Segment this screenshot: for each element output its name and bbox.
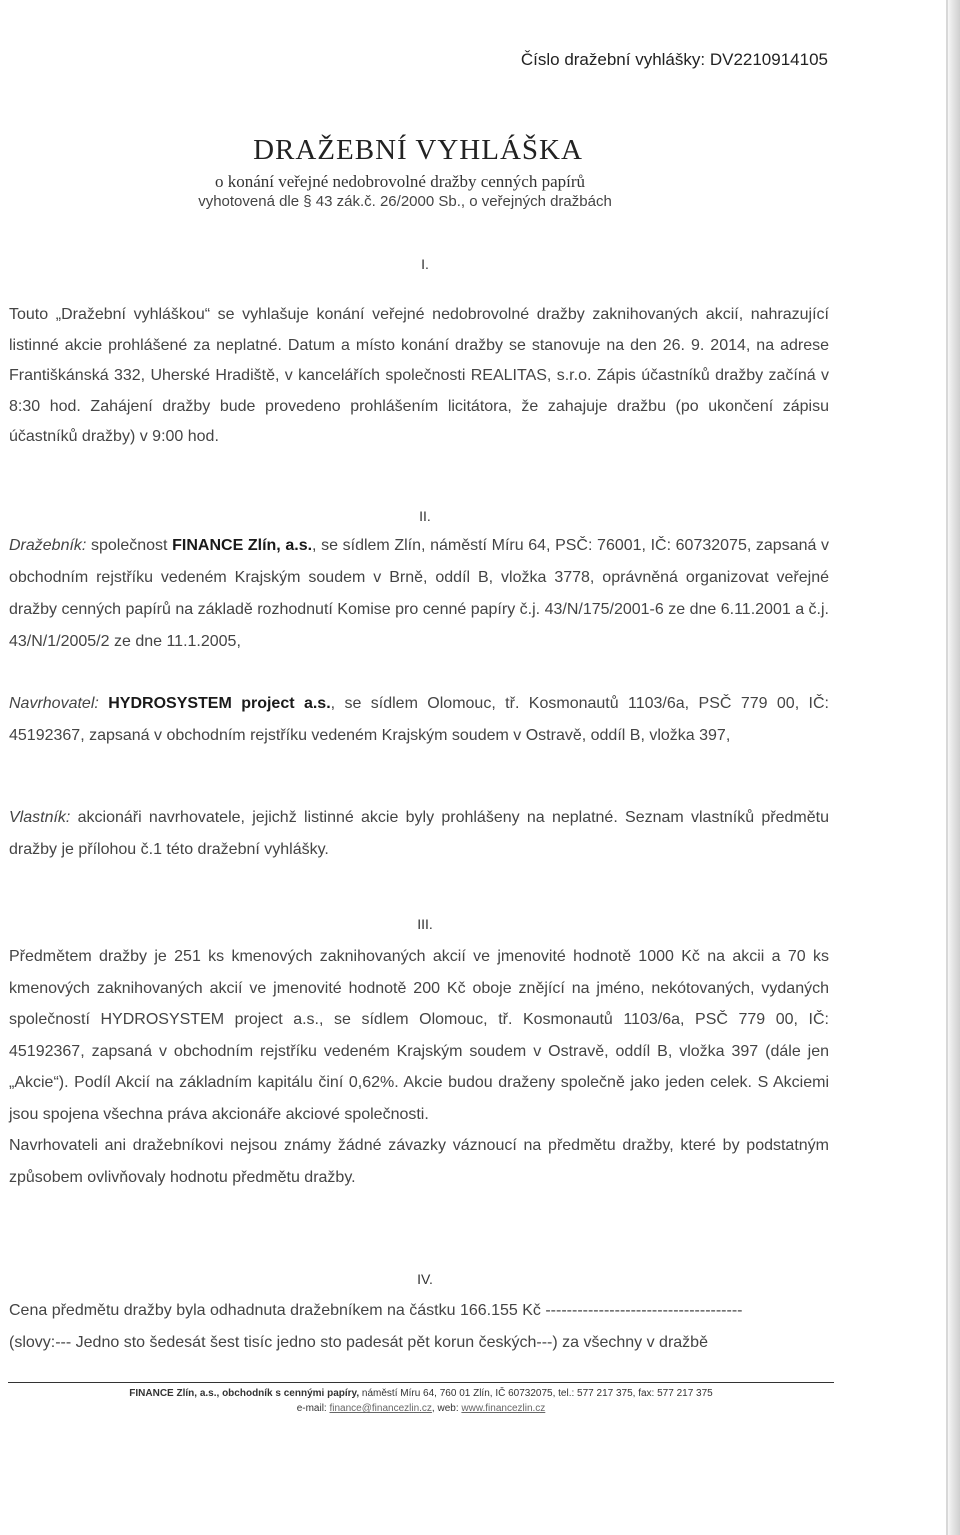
cena-slovy-line: (slovy:--- Jedno sto šedesát šest tisíc jedno sto padesát pět korun českých---) za všechny v dražbě <box>9 1333 708 1351</box>
section-4-paragraph <box>9 1295 829 1358</box>
footer-email-link[interactable]: finance@financezlin.cz <box>329 1403 432 1414</box>
vlastnik-label: Vlastník: <box>9 809 71 826</box>
drazebnik-name: FINANCE Zlín, a.s. <box>172 537 313 554</box>
legal-basis-line: vyhotovená dle § 43 zák.č. 26/2000 Sb., o veřejných dražbách <box>198 193 612 210</box>
footer-web-label: , web: <box>431 1403 459 1414</box>
navrhovatel-paragraph <box>9 688 829 752</box>
navrhovatel-text: , se sídlem Olomouc, tř. Kosmonautů 1103/6a, PSČ 779 00, IČ: 45192367, zapsaná v obchodním rejstříku vedeném Krajským soudem v Ostravě, oddíl B, vložka 397, <box>9 695 829 744</box>
navrhovatel-label: Navrhovatel: <box>9 695 99 712</box>
drazebnik-paragraph <box>9 530 829 658</box>
navrhovatel-name: HYDROSYSTEM project a.s. <box>108 695 331 712</box>
drazebnik-text: , se sídlem Zlín, náměstí Míru 64, PSČ: 76001, IČ: 60732075, zapsaná v obchodním rejstříku vedeném Krajským soudem v Brně, oddíl B, vložka 3778, oprávněná organizovat veřejné dražby cenných papírů na základě rozhodnutí Komise pro cenné papíry č.j. 43/N/175/2001-6 ze dne 6.11.2001 a č.j. 43/N/1/2005/2 ze dne 11.1.2005, <box>9 537 830 650</box>
section-number-4: IV. <box>417 1271 433 1287</box>
cena-line: Cena předmětu dražby byla odhadnuta dražebníkem na částku 166.155 Kč ------------------------------------- <box>9 1302 743 1319</box>
drazebnik-pre: společnost <box>91 537 168 554</box>
footer-divider <box>8 1382 834 1383</box>
footer-line-2 <box>8 1401 834 1416</box>
vlastnik-text: akcionáři navrhovatele, jejichž listinné akcie byly prohlášeny na neplatné. Seznam vlastníků předmětu dražby je přílohou č.1 této dražební vyhlášky. <box>9 809 829 858</box>
footer-web-link[interactable]: www.financezlin.cz <box>461 1403 546 1414</box>
page-edge-shadow <box>946 0 960 1535</box>
drazebnik-label: Dražebník: <box>9 537 87 554</box>
section-3-text-2: Navrhovateli ani dražebníkovi nejsou známy žádné závazky váznoucí na předmětu dražby, které by podstatným způsobem ovlivňovaly hodnotu předmětu dražby. <box>9 1137 829 1186</box>
document-title: DRAŽEBNÍ VYHLÁŠKA <box>253 134 583 166</box>
footer-email-label: e-mail: <box>296 1403 327 1414</box>
section-number-2: II. <box>419 508 431 524</box>
footer-address: náměstí Míru 64, 760 01 Zlín, IČ 60732075, tel.: 577 217 375, fax: 577 217 375 <box>361 1388 713 1399</box>
document-subtitle: o konání veřejné nedobrovolné dražby cenných papírů <box>214 172 586 191</box>
footer-company: FINANCE Zlín, a.s., obchodník s cennými papíry, <box>129 1388 360 1399</box>
section-3-text-1: Předmětem dražby je 251 ks kmenových zaknihovaných akcií ve jmenovité hodnotě 1000 Kč na akcii a 70 ks kmenových zaknihovaných akcií ve jmenovité hodnotě 200 Kč oboje znějící na jméno, nekótovaných, vydaných společností HYDROSYSTEM project a.s., se sídlem Olomouc, tř. Kosmonautů 1103/6a, PSČ 779 00, IČ: 45192367, zapsaná v obchodním rejstříku vedeném Krajským soudem v Ostravě, oddíl B, vložka 397 (dále jen „Akcie“). Podíl Akcií na základním kapitálu činí 0,62%. Akcie budou draženy společně jako jeden celek. S Akciemi jsou spojena všechna práva akcionáře akciové společnosti. <box>9 948 829 1123</box>
vlastnik-paragraph <box>9 802 829 866</box>
footer <box>8 1386 834 1416</box>
page-edge-line <box>946 0 948 1535</box>
section-1-paragraph <box>9 300 829 453</box>
section-number-3: III. <box>417 916 433 932</box>
document-number: Číslo dražební vyhlášky: DV2210914105 <box>520 50 828 69</box>
section-1-text: Touto „Dražební vyhláškou“ se vyhlašuje konání veřejné nedobrovolné dražby zaknihovaných akcií, nahrazující listinné akcie prohlášené za neplatné. Datum a místo konání dražby se stanovuje na den 26. 9. 2014, na adrese Františkánská 332, Uherské Hradiště, v kancelářích společnosti REALITAS, s.r.o. Zápis účastníků dražby začíná v 8:30 hod. Zahájení dražby bude provedeno prohlášením licitátora, že zahajuje dražbu (po ukončení zápisu účastníků dražby) v 9:00 hod. <box>9 306 829 445</box>
section-number-1: I. <box>421 256 429 272</box>
section-3-paragraph <box>9 941 829 1193</box>
footer-line-1 <box>8 1386 834 1401</box>
